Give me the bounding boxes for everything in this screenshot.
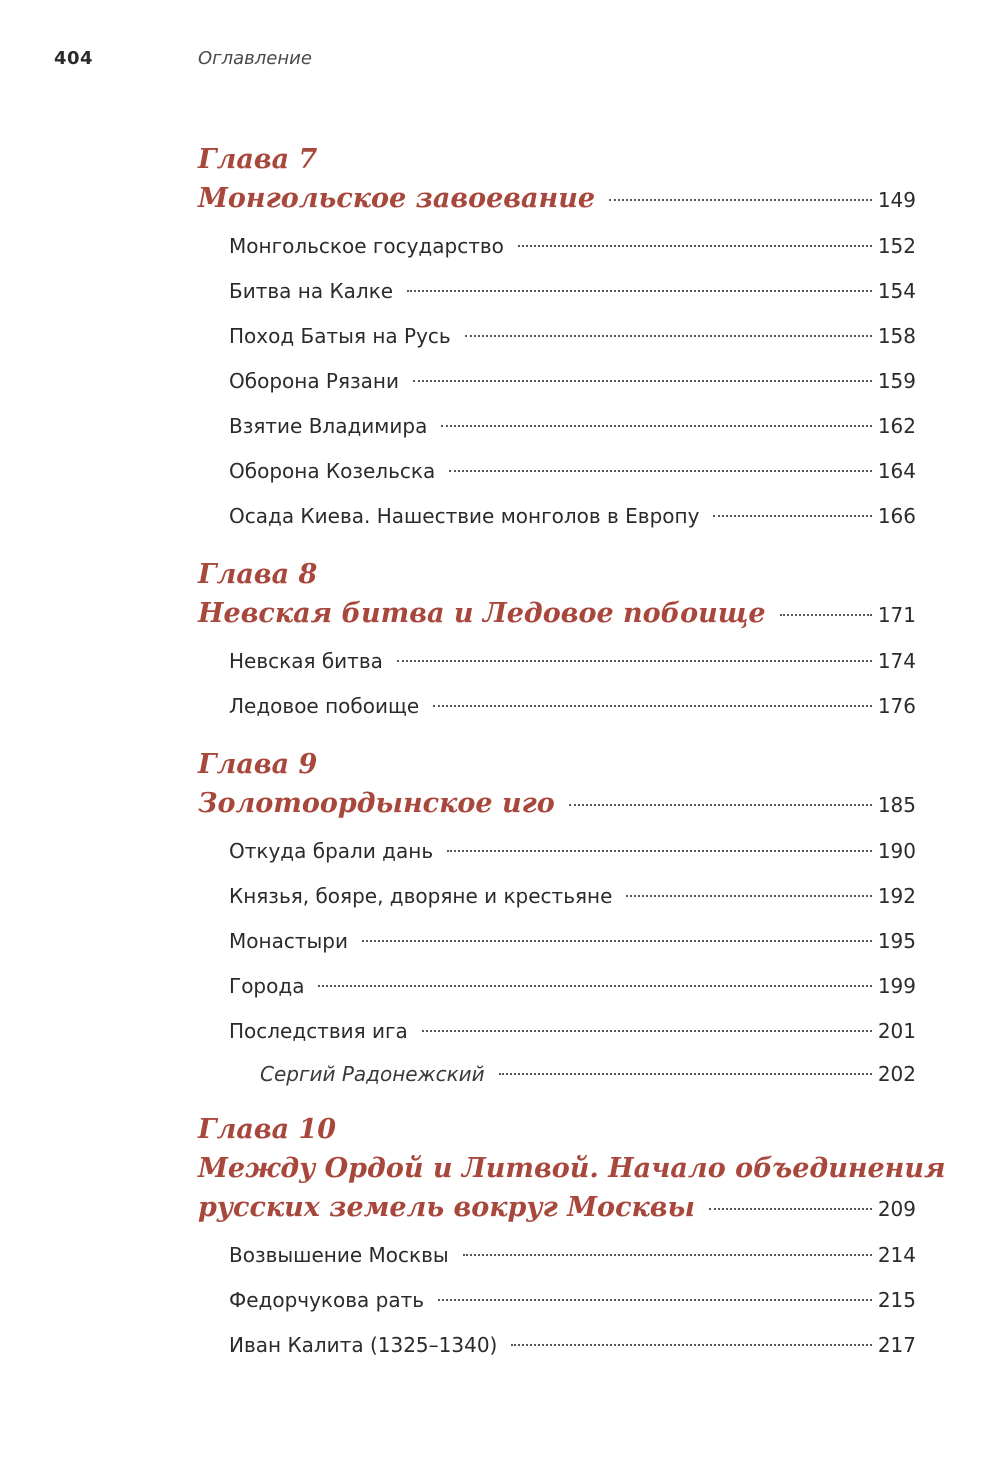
section-title: Оборона Козельска	[229, 459, 436, 483]
section-title: Монгольское государство	[229, 234, 504, 258]
dot-leader	[441, 425, 871, 427]
section-page-number: 192	[877, 884, 916, 908]
section-page-number: 215	[877, 1288, 916, 1312]
chapter-title: Невская битва и Ледовое побоище	[198, 598, 766, 629]
section-title: Монастыри	[229, 929, 348, 953]
dot-leader	[569, 804, 872, 806]
dot-leader	[397, 660, 872, 662]
section-title: Иван Калита (1325–1340)	[229, 1333, 498, 1357]
section-entry[interactable]	[198, 874, 916, 919]
dot-leader	[407, 290, 872, 292]
section-entry[interactable]	[198, 224, 916, 269]
chapter-title-line[interactable]	[198, 594, 916, 633]
section-page-number: 199	[877, 974, 916, 998]
dot-leader	[626, 895, 871, 897]
dot-leader	[463, 1254, 872, 1256]
chapter-block	[198, 555, 916, 729]
dot-leader	[780, 614, 872, 616]
section-title: Битва на Калке	[229, 279, 394, 303]
chapter-title: Между Ордой и Литвой. Начало объединения	[198, 1153, 946, 1184]
page-number: 404	[54, 48, 94, 69]
dot-leader	[499, 1073, 872, 1075]
section-title: Откуда брали дань	[229, 839, 434, 863]
chapter-title: русских земель вокруг Москвы	[198, 1192, 695, 1223]
section-title: Города	[229, 974, 305, 998]
section-entry[interactable]	[198, 404, 916, 449]
section-page-number: 214	[877, 1243, 916, 1267]
chapter-title-line[interactable]	[198, 179, 916, 218]
chapter-title-line[interactable]	[198, 784, 916, 823]
section-page-number: 174	[877, 649, 916, 673]
section-entry[interactable]	[198, 269, 916, 314]
chapter-label: Глава 8	[198, 559, 318, 590]
section-entry[interactable]	[198, 1278, 916, 1323]
section-entry[interactable]	[198, 494, 916, 539]
chapter-title-line[interactable]	[198, 1149, 946, 1188]
section-page-number: 190	[877, 839, 916, 863]
chapter-page-number: 171	[877, 603, 916, 627]
section-page-number: 202	[877, 1062, 916, 1086]
section-page-number: 195	[877, 929, 916, 953]
section-title: Поход Батыя на Русь	[229, 324, 451, 348]
section-page-number: 154	[877, 279, 916, 303]
dot-leader	[438, 1299, 872, 1301]
chapter-title: Монгольское завоевание	[198, 183, 596, 214]
section-entry[interactable]	[198, 314, 916, 359]
chapter-label: Глава 9	[198, 749, 318, 780]
dot-leader	[422, 1030, 872, 1032]
chapter-title-line[interactable]	[198, 1188, 916, 1227]
chapter-label: Глава 10	[198, 1114, 337, 1145]
section-entry[interactable]	[198, 829, 916, 874]
dot-leader	[447, 850, 872, 852]
section-page-number: 176	[877, 694, 916, 718]
dot-leader	[449, 470, 872, 472]
dot-leader	[709, 1208, 872, 1210]
dot-leader	[511, 1344, 871, 1346]
section-entry[interactable]	[198, 684, 916, 729]
section-page-number: 162	[877, 414, 916, 438]
chapter-page-number: 209	[877, 1197, 916, 1221]
section-page-number: 217	[877, 1333, 916, 1357]
section-title: Князья, бояре, дворяне и крестьяне	[229, 884, 613, 908]
section-entry[interactable]	[198, 1009, 916, 1054]
section-page-number: 166	[877, 504, 916, 528]
section-title: Сергий Радонежский	[260, 1062, 485, 1086]
section-page-number: 152	[877, 234, 916, 258]
dot-leader	[433, 705, 872, 707]
chapter-block	[198, 140, 916, 539]
dot-leader	[713, 515, 871, 517]
section-title: Оборона Рязани	[229, 369, 399, 393]
section-title: Осада Киева. Нашествие монголов в Европу	[229, 504, 700, 528]
section-entry[interactable]	[198, 919, 916, 964]
chapter-title: Золотоордынское иго	[198, 788, 555, 819]
section-entry[interactable]	[198, 1233, 916, 1278]
section-entry[interactable]	[198, 639, 916, 684]
section-page-number: 159	[877, 369, 916, 393]
section-entry[interactable]	[198, 1323, 916, 1368]
section-page-number: 201	[877, 1019, 916, 1043]
section-title: Возвышение Москвы	[229, 1243, 449, 1267]
table-of-contents	[198, 140, 946, 1368]
dot-leader	[413, 380, 872, 382]
dot-leader	[465, 335, 872, 337]
dot-leader	[318, 985, 871, 987]
section-title: Федорчукова рать	[229, 1288, 425, 1312]
section-page-number: 164	[877, 459, 916, 483]
dot-leader	[518, 245, 872, 247]
dot-leader	[362, 940, 872, 942]
section-title: Последствия ига	[229, 1019, 408, 1043]
section-title: Невская битва	[229, 649, 383, 673]
subsection-entry[interactable]	[198, 1054, 916, 1094]
section-page-number: 158	[877, 324, 916, 348]
chapter-page-number: 185	[877, 793, 916, 817]
running-title: Оглавление	[198, 48, 312, 69]
chapter-page-number: 149	[877, 188, 916, 212]
section-entry[interactable]	[198, 449, 916, 494]
section-title: Взятие Владимира	[229, 414, 428, 438]
chapter-block	[198, 1110, 946, 1368]
chapter-block	[198, 745, 916, 1094]
section-title: Ледовое побоище	[229, 694, 420, 718]
chapter-label: Глава 7	[198, 144, 318, 175]
section-entry[interactable]	[198, 359, 916, 404]
dot-leader	[609, 199, 872, 201]
section-entry[interactable]	[198, 964, 916, 1009]
